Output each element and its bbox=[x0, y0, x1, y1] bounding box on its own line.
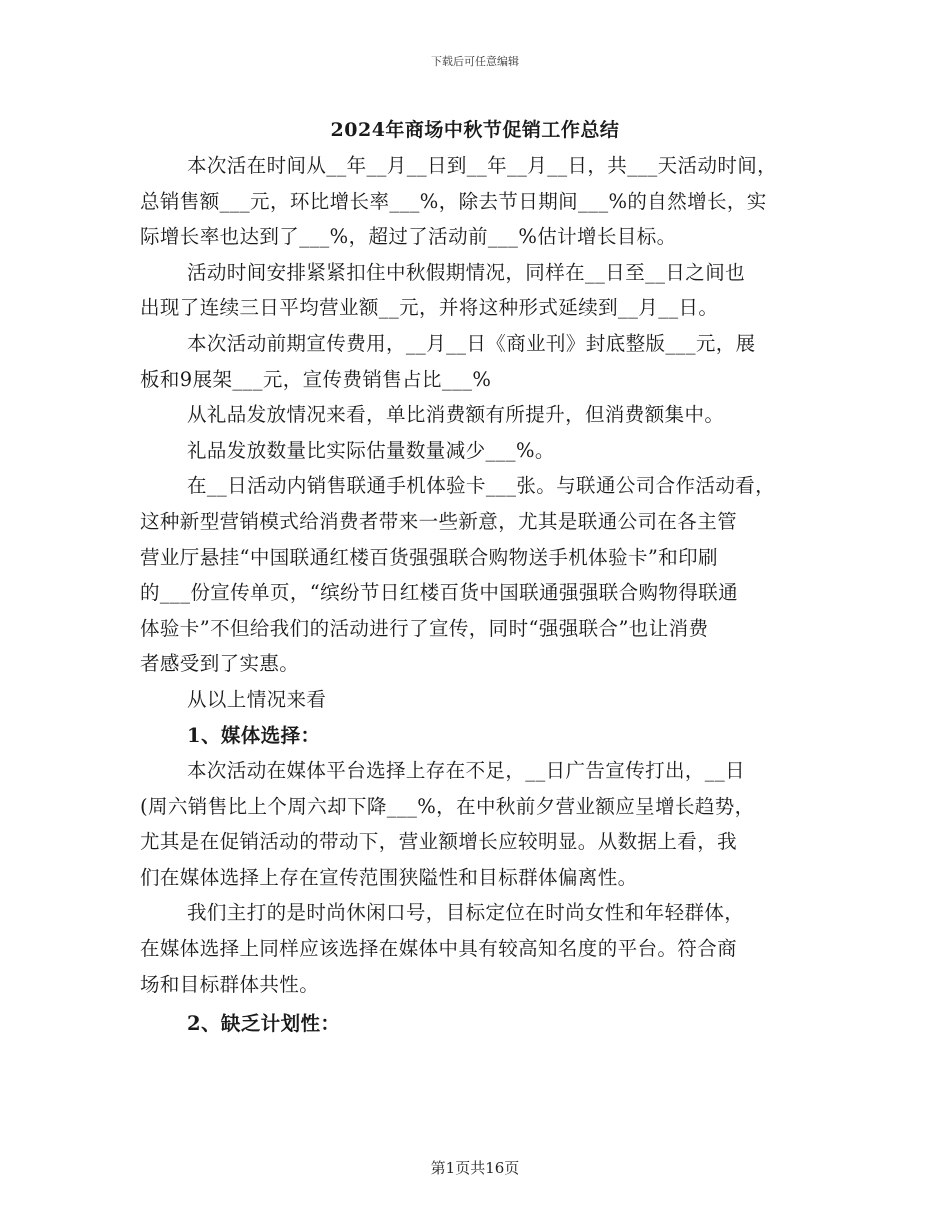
text-line: 场和目标群体共性。 bbox=[140, 972, 320, 996]
text-line: 在媒体选择上同样应该选择在媒体中具有较高知名度的平台。符合商 bbox=[140, 937, 738, 961]
text-line: 本次活动前期宣传费用，__月__日《商业刊》封底整版___元，展 bbox=[187, 331, 756, 355]
text-line: (周六销售比上个周六却下降___%，在中秋前夕营业额应呈增长趋势， bbox=[140, 794, 755, 818]
section-heading: 2、缺乏计划性： bbox=[187, 1012, 341, 1036]
text-line: 这种新型营销模式给消费者带来一些新意，尤其是联通公司在各主管 bbox=[140, 509, 738, 533]
text-line: 的___份宣传单页，“缤纷节日红楼百货中国联通强强联合购物得联通 bbox=[140, 581, 739, 605]
text-line: 礼品发放数量比实际估量数量减少___%。 bbox=[187, 438, 555, 462]
document-body bbox=[140, 148, 820, 1042]
text-line: 尤其是在促销活动的带动下，营业额增长应较明显。从数据上看，我 bbox=[140, 830, 738, 854]
text-line: 我们主打的是时尚休闲口号，目标定位在时尚女性和年轻群体， bbox=[187, 901, 745, 925]
text-line: 际增长率也达到了___%，超过了活动前___%估计增长目标。 bbox=[140, 225, 677, 249]
text-line: 总销售额___元，环比增长率___%，除去节日期间___%的自然增长，实 bbox=[140, 189, 767, 213]
text-line: 出现了连续三日平均营业额__元，并将这种形式延续到__月__日。 bbox=[140, 296, 719, 320]
text-line: 本次活在时间从__年__月__日到__年__月__日，共___天活动时间， bbox=[187, 154, 778, 177]
page-number: 第1页共16页 bbox=[430, 1159, 520, 1177]
text-line: 体验卡”不但给我们的活动进行了宣传，同时“强强联合”也让消费 bbox=[140, 616, 709, 640]
text-line: 从礼品发放情况来看，单比消费额有所提升，但消费额集中。 bbox=[187, 403, 725, 427]
header-note: 下载后可任意编辑 bbox=[431, 55, 519, 68]
section-heading: 1、媒体选择： bbox=[187, 723, 321, 747]
text-line: 们在媒体选择上存在宣传范围狭隘性和目标群体偏离性。 bbox=[140, 865, 638, 889]
text-line: 者感受到了实惠。 bbox=[140, 652, 300, 676]
text-line: 营业厅悬挂“中国联通红楼百货强强联合购物送手机体验卡”和印刷 bbox=[140, 545, 718, 569]
text-line: 在__日活动内销售联通手机体验卡___张。与联通公司合作活动看， bbox=[187, 474, 776, 498]
text-line: 本次活动在媒体平台选择上存在不足，__日广告宣传打出，__日 bbox=[187, 759, 746, 783]
document-title: 2024年商场中秋节促销工作总结 bbox=[330, 119, 620, 141]
text-line: 活动时间安排紧紧扣住中秋假期情况，同样在__日至__日之间也 bbox=[187, 260, 746, 284]
text-line: 从以上情况来看 bbox=[187, 687, 327, 711]
text-line: 板和9展架___元，宣传费销售占比___% bbox=[140, 367, 492, 391]
